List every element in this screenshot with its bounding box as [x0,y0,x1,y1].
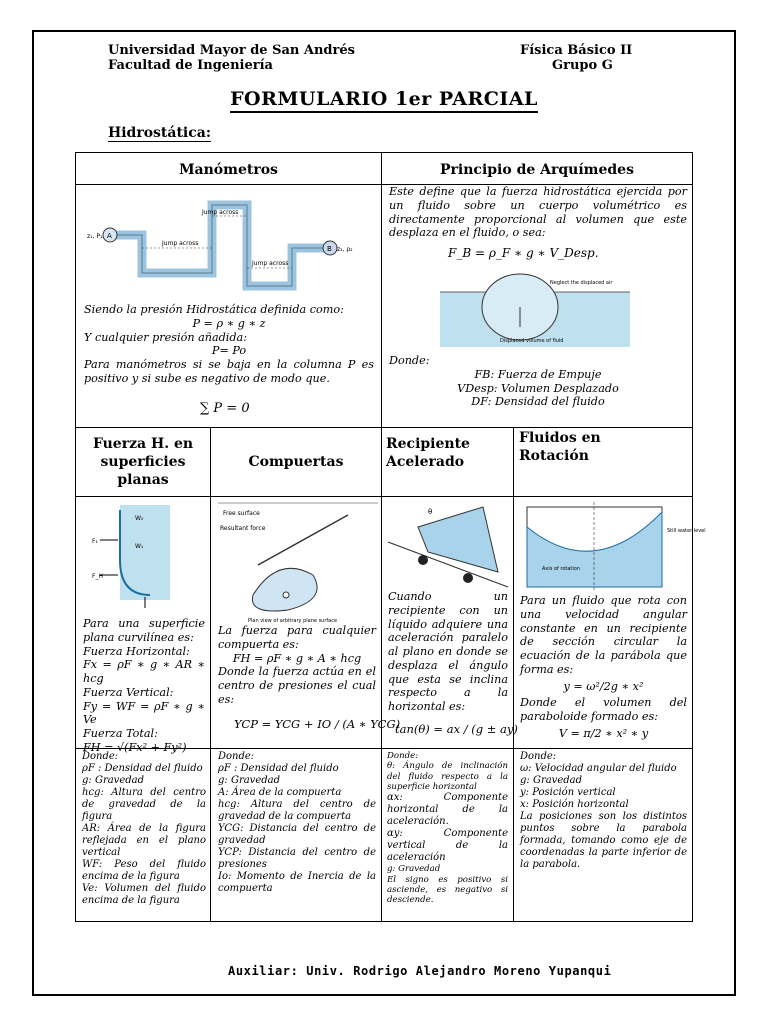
svg-text:Displaced volume of fluid: Displaced volume of fluid [500,338,564,344]
page-title: FORMULARIO 1er PARCIAL [0,88,768,110]
footer-author: Auxiliar: Univ. Rodrigo Alejandro Moreno Yupanqui [228,964,612,978]
svg-text:A: A [107,232,112,240]
fuerza-text: Para una superficie plana curvilínea es: Fuerza Horizontal: Fx = ρF ∗ g ∗ AR ∗ hcg Fuerza Vertical: Fy = WF = ρF ∗ g ∗ Ve Fuerza Total: FH = √(Fx² + Fy²) [83,617,205,754]
arquimedes-heading: Principio de Arquímedes [440,162,634,178]
rotacion-definitions: Donde: ω: Velocidad angular del fluido g: Gravedad y: Posición vertical x: Posición horizontal La posiciones son los distintos puntos sobre la parabola formada, tomando como eje de coordenadas la parte inferior de la parabola. [520,751,687,870]
curved-surface-diagram [90,500,200,610]
svg-text:Free surface: Free surface [223,510,260,517]
recipiente-heading: Recipiente Acelerado [386,436,470,471]
compuertas-definitions: Donde: ρF : Densidad del fluido g: Gravedad A: Área de la compuerta hcg: Altura del centro de gravedad de la compuerta YCG: Distancia del centro de gravedad YCP: Distancia del centro de presiones Io: Momento de Inercia de la compuerta [218,751,376,894]
manometros-text: Siendo la presión Hidrostática definida como: P = ρ ∗ g ∗ z Y cualquier presión añadida: P= Po Para manómetros si se baja en la columna P es positivo y si sube es negativo de modo que. [84,303,374,385]
svg-text:Jump across: Jump across [202,209,239,216]
faculty-name: Facultad de Ingeniería [108,58,273,73]
accelerated-container-diagram [388,502,508,590]
rotating-fluid-diagram [522,502,706,590]
svg-text:z₁, P₁: z₁, P₁ [87,233,103,240]
manometros-sum-formula: ∑ P = 0 [200,401,250,416]
svg-text:F_H: F_H [92,573,103,580]
arquimedes-formula: F_B = ρ_F ∗ g ∗ V_Desp. [448,246,599,260]
svg-text:Resultant force: Resultant force [220,525,266,532]
group-name: Grupo G [552,58,613,73]
recipiente-definitions: Donde: θ: Ángulo de inclinación del fluido respecto a la superficie horizontal αx: Componente horizontal de la aceleración. αy: Componente vertical de la aceleración g: Gravedad El signo es positivo si asciende, es negativo si desciende. [387,751,508,906]
svg-text:Jump across: Jump across [162,240,199,247]
compuertas-heading: Compuertas [248,454,344,470]
svg-text:Neglect the displaced air: Neglect the displaced air [550,280,613,286]
manometros-heading: Manómetros [179,162,278,178]
svg-text:W₂: W₂ [135,515,144,522]
university-name: Universidad Mayor de San Andrés [108,43,355,58]
svg-text:z₂, ρ₂: z₂, ρ₂ [337,246,353,253]
manometer-diagram [82,188,372,303]
compuertas-text: La fuerza para cualquier compuerta es: FH = ρF ∗ g ∗ A ∗ hcg Donde la fuerza actúa en el centro de presiones el cual es: [218,624,376,706]
arquimedes-text: Este define que la fuerza hidrostática ejercida por un fluido sobre un cuerpo volumétrico es directamente proporcional al volumen que este desplaza en el fluido, o sea: [389,185,687,240]
section-title: Hidrostática: [108,125,212,141]
svg-text:Axis of rotation: Axis of rotation [542,566,580,572]
rotacion-text: Para un fluido que rota con una velocidad angular constante en un recipiente de sección circular la ecuación de la parábola que forma es: y = ω²/2g ∗ x² Donde el volumen del paraboloide formado es: V = π/2 ∗ x² ∗ y [520,594,687,740]
rotacion-heading: Fluidos en Rotación [519,430,601,465]
svg-text:θ: θ [428,508,433,516]
fuerza-definitions: Donde: ρF : Densidad del fluido g: Gravedad hcg: Altura del centro de gravedad de la figura AR: Área de la figura reflejada en el plano vertical WF: Peso del fluido encima de la figura Ve: Volumen del fluido encima de la figura [82,751,206,906]
svg-text:B: B [327,245,332,253]
recipiente-text: Cuando un recipiente con un líquido adquiere una aceleración paralelo al plano en donde se desplaza el ángulo que esta se inclina respecto a la horizontal es: [388,590,508,714]
arquimedes-defs: Donde: FB: Fuerza de Empuje VDesp: Volumen Desplazado DF: Densidad del fluido [389,354,619,409]
svg-text:Plan view of arbitrary plane s: Plan view of arbitrary plane surface [248,618,338,624]
buoyancy-diagram [440,272,630,347]
svg-text:Jump across: Jump across [252,260,289,267]
compuertas-formula2: YCP = YCG + IO / (A ∗ YCG) [234,717,401,731]
course-name: Física Básico II [520,43,633,58]
svg-text:W₁: W₁ [135,543,144,550]
recipiente-formula: tan(θ) = ax / (g ± ay) [395,722,518,736]
svg-text:F₁: F₁ [92,538,98,545]
gate-diagram [218,495,378,625]
fuerza-heading: Fuerza H. en superficies planas [92,436,194,489]
svg-text:Still water level: Still water level [667,528,706,534]
